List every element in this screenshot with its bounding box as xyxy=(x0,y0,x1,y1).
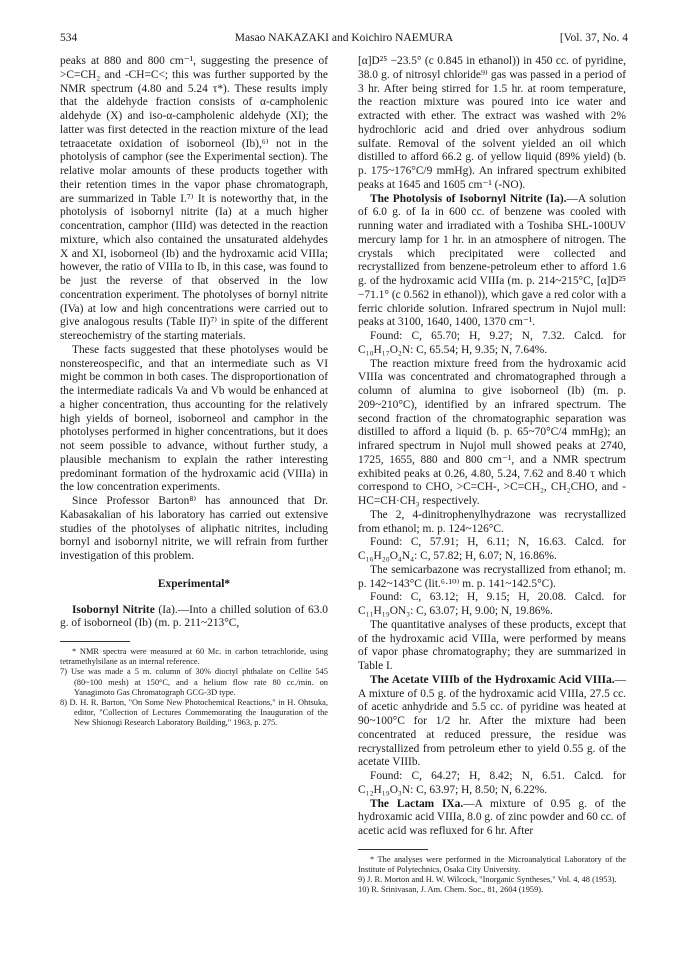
analysis-line: Found: C, 57.91; H, 6.11; N, 16.63. Calcd. for C₁₆H₂₀O₄N₄: C, 57.82; H, 6.07; N, 16.86%. xyxy=(358,536,626,562)
body-paragraph: [α]D²⁵ −23.5° (c 0.845 in ethanol)) in 450 cc. of pyridine, 38.0 g. of nitrosyl chloride⁹⁾ gas was passed in a period of 3 hr. After being stirred for 1.5 hr. at room temperature, the reaction mixture was poured into ice water and extracted with ether. The extract was washed with 2% hydrochloric acid and dried over anhydrous sodium sulfate. Removal of the solvent yielded an oil which distilled to afford 66.2 g. of yellow liquid (89% yield) (b. p. 175~176°C/9 mmHg). An infrared spectrum exhibited peaks at 1645 and 1605 cm⁻¹ (-NO). xyxy=(358,55,626,191)
paragraph-text: —A mixture of 0.95 g. of the hydroxamic acid VIIIa, 8.0 g. of zinc powder and 60 cc. of acetic acid was refluxed for 6 hr. After xyxy=(358,797,626,837)
body-paragraph: These facts suggested that these photolyses would be nonstereospecific, and that an intermediate such as VI might be common in both cases. The disproportionation of the intermediate radicals Va and Vb would be enhanced at a higher concentration, thus accounting for the relatively high yields of borneol, isoborneol and camphor in the photolyses performed in higher concentrations, but it does not seem possible to advance, without further study, a plausible mechanism to explain the rather interesting predominant formation of the hydroxamic acid (VIIIa) in the low concentration experiments. xyxy=(60,343,328,494)
page-number: 534 xyxy=(60,32,78,44)
body-paragraph: Since Professor Barton⁸⁾ has announced that Dr. Kabasakalian of his laboratory has carried out extensive studies of the photolyses of aliphatic nitrites, including bornyl and isobornyl nitrite, we will refrain from further investigation of this problem. xyxy=(60,495,328,562)
analysis-line: Found: C, 63.12; H, 9.15; H, 20.08. Calcd. for C₁₁H₁₉ON₃: C, 63.07; H, 9.00; N, 19.86%. xyxy=(358,591,626,617)
subsection-title: The Lactam IXa. xyxy=(370,797,464,810)
body-paragraph: The semicarbazone was recrystallized from ethanol; m. p. 142~143°C (lit.⁶·¹⁰⁾ m. p. 141~142.5°C). xyxy=(358,563,626,590)
left-column xyxy=(60,55,328,729)
footnote: 7) Use was made a 5 m. column of 30% dioctyl phthalate on Cellite 545 (80~100 mesh) at 150°C, and a helium flow rate 80 cc./min. on Yanagimoto Gas Chromatograph GCG-3D type. xyxy=(60,667,328,697)
subsection-title: The Acetate VIIIb of the Hydroxamic Acid VIIIa. xyxy=(370,673,615,686)
paragraph-text: —A solution of 6.0 g. of Ia in 600 cc. of benzene was cooled with running water and irradiated with a Toshiba SHL-100UV mercury lamp for 1 hr. in an atmosphere of nitrogen. The crystals which precipitated were collected and recrystallized from benzene-petroleum ether to afford 1.6 g. of the hydroxamic acid VIIIa (m. p. 214~215°C, [α]D²⁵ −71.1° (c 0.562 in ethanol)), which gave a red color with a ferric chloride solution. Infrared spectrum in Nujol mull: peaks at 3100, 1640, 1400, 1370 cm⁻¹. xyxy=(358,192,626,329)
right-column xyxy=(358,55,626,896)
paragraph-text: (Ia).—Into a chilled solution of 63.0 g. of isoborneol (Ib) (m. p. 211~213°C, xyxy=(60,603,328,630)
footnote: * NMR spectra were measured at 60 Mc. in carbon tetrachloride, using tetramethylsilane as an internal reference. xyxy=(60,647,328,667)
body-paragraph: The 2, 4-dinitrophenylhydrazone was recrystallized from ethanol; m. p. 124~126°C. xyxy=(358,508,626,535)
running-head-authors: Masao NAKAZAKI and Koichiro NAEMURA xyxy=(234,32,454,44)
footnote-rule xyxy=(60,641,130,642)
analysis-line: Found: C, 65.70; H, 9.27; N, 7.32. Calcd. for C₁₀H₁₇O₂N: C, 65.54; H, 9.35; N, 7.64%. xyxy=(358,330,626,356)
section-heading: Experimental* xyxy=(157,577,231,590)
footnote: * The analyses were performed in the Microanalytical Laboratory of the Institute of Polytechnics, Osaka City University. xyxy=(358,854,626,874)
subsection-title: The Photolysis of Isobornyl Nitrite (Ia). xyxy=(370,192,567,205)
experimental-paragraph xyxy=(358,674,626,770)
paragraph-text: —A mixture of 0.5 g. of the hydroxamic acid VIIIa, 27.5 cc. of acetic anhydride and 5.5 cc. of pyridine was heated at 90~100°C for 1/2 hr. After the mixture had been concentrated at reduced pressure, the residue was recrystallized from petroleum ether to yield 0.55 g. of the acetate VIIIb. xyxy=(358,673,626,769)
experimental-paragraph xyxy=(358,193,626,331)
subsection-title: Isobornyl Nitrite xyxy=(72,603,155,616)
footnote: 10) R. Srinivasan, J. Am. Chem. Soc., 81, 2604 (1959). xyxy=(358,885,544,895)
experimental-paragraph xyxy=(60,604,328,632)
experimental-paragraph xyxy=(358,798,626,839)
body-paragraph: The reaction mixture freed from the hydroxamic acid VIIIa was concentrated and chromatographed through a column of alumina to give isoborneol (Ib) (m. p. 209~210°C), identified by an infrared spectrum. The second fraction of the chromatographic separation was distilled to afford a liquid (b. p. 65~70°C/4 mmHg); an infrared spectrum in Nujol mull showed peaks at 2740, 1725, 1655, 880 and 800 cm⁻¹, and a NMR spectrum exhibited peaks at 0.26, 4.80, 5.24, 7.62 and 8.40 τ which correspond to CHO, >C=CH-, >C=CH₂, CH₂CHO, and -HC=CH·CH₃ respectively. xyxy=(358,357,626,507)
body-paragraph: peaks at 880 and 800 cm⁻¹, suggesting the presence of >C=CH₂ and -CH=C<; this was further supported by the NMR spectrum (4.80 and 5.24 τ*). These results imply that the aldehyde fraction consists of α-campholenic aldehyde (X) and iso-α-campholenic aldehyde (XI); the latter was first detected in the reaction mixture of the lead tetraacetate oxidation of isoborneol (Ib),⁶⁾ not in the photolysis of camphor (see the Experimental section). The relative molar amounts of these products together with their retention times in the vapor phase chromatograph, are summarized in Table I.⁷⁾ It is noteworthy that, in the photolysis of isobornyl nitrite (Ia) at a much higher concentration, camphor (IIId) was detected in the reaction mixture, which also contained the unsaturated aldehydes X and XI, isoborneol (Ib) and the hydroxamic acid VIIIa; however, the ratio of VIIIa to Ib, in this case, was found to be just the reverse of that observed in the low concentration experiment. The photolyses of bornyl nitrite (IVa) at low and high concentrations were carried out to give analogous results (Table II)⁷⁾ in spite of the different stereochemistry of the starting materials. xyxy=(60,55,328,342)
analysis-line: Found: C, 64.27; H, 8.42; N, 6.51. Calcd. for C₁₂H₁₉O₃N: C, 63.97; H, 8.50; N, 6.22%. xyxy=(358,770,626,796)
footnote: 9) J. R. Morton and H. W. Wilcock, "Inorganic Syntheses," Vol. 4, 48 (1953). xyxy=(358,875,617,885)
running-head-volume: [Vol. 37, No. 4 xyxy=(559,32,628,44)
body-paragraph: The quantitative analyses of these products, except that of the hydroxamic acid VIIIa, were performed by means of vapor phase chromatography; they are summarized in Table I. xyxy=(358,618,626,672)
footnote-rule xyxy=(358,849,428,850)
footnote: 8) D. H. R. Barton, "On Some New Photochemical Reactions," in H. Ohtsuka, editor, "Collection of Lectures Commemorating the Inauguration of the New Shionogi Research Laboratory Building," 1963, p. 275. xyxy=(60,698,328,728)
